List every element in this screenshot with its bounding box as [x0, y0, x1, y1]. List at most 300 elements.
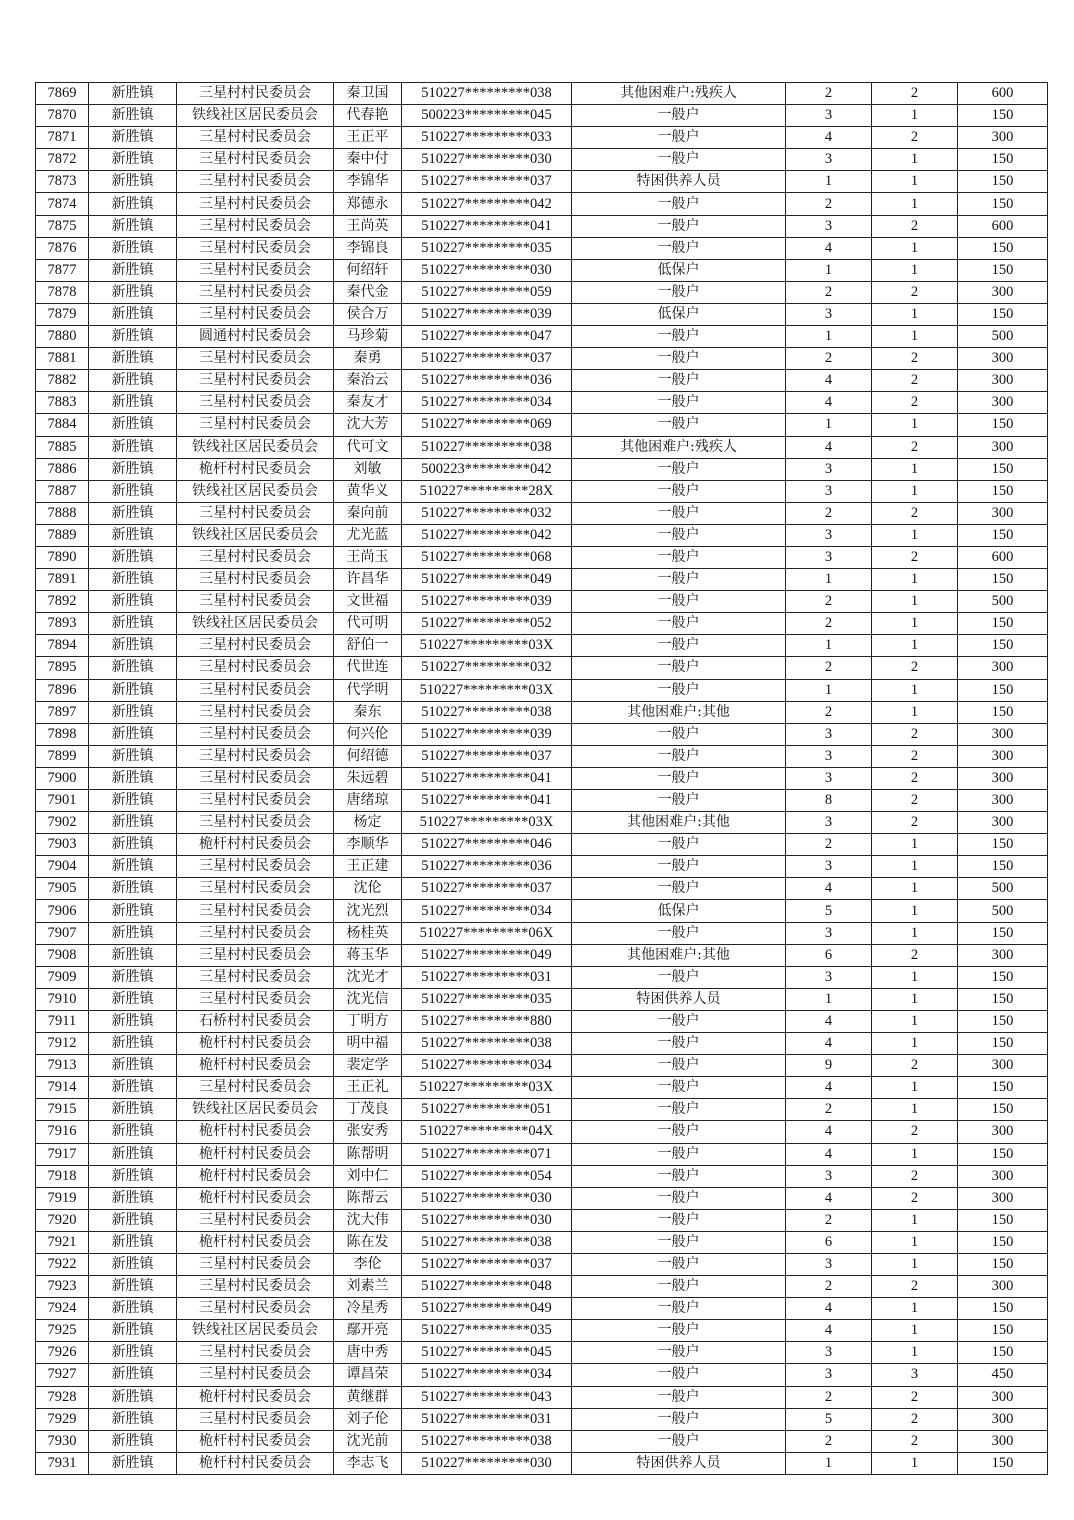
subsidy-amount-cell: 150 — [958, 414, 1048, 436]
serial-number-cell: 7885 — [36, 436, 89, 458]
serial-number-cell: 7876 — [36, 237, 89, 259]
subsidized-persons-cell: 1 — [872, 259, 958, 281]
township-cell: 新胜镇 — [89, 83, 177, 105]
householder-name-cell: 冷星秀 — [334, 1298, 402, 1320]
village-committee-cell: 三星村村民委员会 — [177, 1298, 334, 1320]
household-type-cell: 一般户 — [572, 281, 786, 303]
subsidy-amount-cell: 150 — [958, 966, 1048, 988]
household-size-cell: 2 — [786, 701, 872, 723]
subsidized-persons-cell: 1 — [872, 834, 958, 856]
subsidy-amount-cell: 150 — [958, 237, 1048, 259]
household-size-cell: 3 — [786, 767, 872, 789]
serial-number-cell: 7870 — [36, 105, 89, 127]
table-row — [36, 1430, 1048, 1452]
id-number-cell: 500223*********042 — [402, 458, 572, 480]
id-number-cell: 510227*********071 — [402, 1143, 572, 1165]
village-committee-cell: 三星村村民委员会 — [177, 237, 334, 259]
village-committee-cell: 桅杆村村民委员会 — [177, 1143, 334, 1165]
id-number-cell: 510227*********04X — [402, 1121, 572, 1143]
table-row — [36, 900, 1048, 922]
subsidy-amount-cell: 150 — [958, 1231, 1048, 1253]
subsidized-persons-cell: 2 — [872, 1055, 958, 1077]
village-committee-cell: 三星村村民委员会 — [177, 1209, 334, 1231]
subsidy-amount-cell: 300 — [958, 790, 1048, 812]
village-committee-cell: 三星村村民委员会 — [177, 812, 334, 834]
household-size-cell: 1 — [786, 635, 872, 657]
table-row — [36, 613, 1048, 635]
table-row — [36, 834, 1048, 856]
id-number-cell: 510227*********039 — [402, 723, 572, 745]
household-size-cell: 4 — [786, 1320, 872, 1342]
householder-name-cell: 沈光信 — [334, 988, 402, 1010]
household-type-cell: 一般户 — [572, 326, 786, 348]
table-row — [36, 569, 1048, 591]
serial-number-cell: 7874 — [36, 193, 89, 215]
serial-number-cell: 7881 — [36, 348, 89, 370]
household-type-cell: 一般户 — [572, 834, 786, 856]
household-size-cell: 4 — [786, 1033, 872, 1055]
id-number-cell: 510227*********048 — [402, 1276, 572, 1298]
table-row — [36, 171, 1048, 193]
subsidy-amount-cell: 300 — [958, 1165, 1048, 1187]
subsidized-persons-cell: 2 — [872, 1187, 958, 1209]
household-type-cell: 一般户 — [572, 1276, 786, 1298]
township-cell: 新胜镇 — [89, 812, 177, 834]
township-cell: 新胜镇 — [89, 237, 177, 259]
householder-name-cell: 代世连 — [334, 657, 402, 679]
township-cell: 新胜镇 — [89, 591, 177, 613]
serial-number-cell: 7926 — [36, 1342, 89, 1364]
household-type-cell: 一般户 — [572, 745, 786, 767]
table-row — [36, 1077, 1048, 1099]
household-type-cell: 一般户 — [572, 1408, 786, 1430]
village-committee-cell: 三星村村民委员会 — [177, 591, 334, 613]
table-row — [36, 1165, 1048, 1187]
township-cell: 新胜镇 — [89, 922, 177, 944]
subsidy-amount-cell: 150 — [958, 458, 1048, 480]
table-row — [36, 812, 1048, 834]
subsidy-amount-cell: 150 — [958, 193, 1048, 215]
subsidized-persons-cell: 1 — [872, 878, 958, 900]
subsidy-amount-cell: 150 — [958, 1320, 1048, 1342]
serial-number-cell: 7899 — [36, 745, 89, 767]
id-number-cell: 510227*********880 — [402, 1010, 572, 1032]
village-committee-cell: 桅杆村村民委员会 — [177, 1055, 334, 1077]
subsidized-persons-cell: 1 — [872, 1077, 958, 1099]
village-committee-cell: 三星村村民委员会 — [177, 171, 334, 193]
household-size-cell: 3 — [786, 856, 872, 878]
household-type-cell: 一般户 — [572, 1253, 786, 1275]
village-committee-cell: 三星村村民委员会 — [177, 259, 334, 281]
serial-number-cell: 7877 — [36, 259, 89, 281]
household-type-cell: 一般户 — [572, 1298, 786, 1320]
householder-name-cell: 黄华义 — [334, 480, 402, 502]
household-size-cell: 4 — [786, 392, 872, 414]
household-type-cell: 一般户 — [572, 1430, 786, 1452]
id-number-cell: 510227*********033 — [402, 127, 572, 149]
subsidy-amount-cell: 150 — [958, 1010, 1048, 1032]
subsidized-persons-cell: 1 — [872, 1298, 958, 1320]
table-row — [36, 635, 1048, 657]
subsidized-persons-cell: 1 — [872, 458, 958, 480]
household-type-cell: 一般户 — [572, 370, 786, 392]
householder-name-cell: 李伦 — [334, 1253, 402, 1275]
serial-number-cell: 7928 — [36, 1386, 89, 1408]
id-number-cell: 510227*********049 — [402, 1298, 572, 1320]
serial-number-cell: 7910 — [36, 988, 89, 1010]
householder-name-cell: 秦代金 — [334, 281, 402, 303]
householder-name-cell: 沈光才 — [334, 966, 402, 988]
relief-roster-table — [35, 82, 1048, 1475]
township-cell: 新胜镇 — [89, 303, 177, 325]
table-row — [36, 326, 1048, 348]
household-size-cell: 5 — [786, 1408, 872, 1430]
subsidy-amount-cell: 150 — [958, 1143, 1048, 1165]
household-size-cell: 3 — [786, 303, 872, 325]
table-row — [36, 1143, 1048, 1165]
household-type-cell: 一般户 — [572, 1165, 786, 1187]
serial-number-cell: 7869 — [36, 83, 89, 105]
subsidized-persons-cell: 2 — [872, 745, 958, 767]
household-size-cell: 3 — [786, 105, 872, 127]
id-number-cell: 510227*********036 — [402, 856, 572, 878]
township-cell: 新胜镇 — [89, 635, 177, 657]
subsidy-amount-cell: 150 — [958, 635, 1048, 657]
subsidized-persons-cell: 1 — [872, 149, 958, 171]
table-row — [36, 370, 1048, 392]
household-size-cell: 4 — [786, 878, 872, 900]
subsidy-amount-cell: 150 — [958, 480, 1048, 502]
village-committee-cell: 铁线社区居民委员会 — [177, 524, 334, 546]
id-number-cell: 510227*********034 — [402, 1055, 572, 1077]
household-type-cell: 一般户 — [572, 767, 786, 789]
householder-name-cell: 文世福 — [334, 591, 402, 613]
serial-number-cell: 7894 — [36, 635, 89, 657]
subsidized-persons-cell: 2 — [872, 1276, 958, 1298]
household-type-cell: 特困供养人员 — [572, 1452, 786, 1474]
subsidy-amount-cell: 150 — [958, 1342, 1048, 1364]
subsidy-amount-cell: 500 — [958, 878, 1048, 900]
household-type-cell: 一般户 — [572, 414, 786, 436]
serial-number-cell: 7925 — [36, 1320, 89, 1342]
household-size-cell: 2 — [786, 193, 872, 215]
subsidized-persons-cell: 1 — [872, 1253, 958, 1275]
subsidized-persons-cell: 1 — [872, 856, 958, 878]
subsidy-amount-cell: 300 — [958, 1408, 1048, 1430]
table-row — [36, 657, 1048, 679]
village-committee-cell: 桅杆村村民委员会 — [177, 834, 334, 856]
household-size-cell: 2 — [786, 502, 872, 524]
table-row — [36, 414, 1048, 436]
id-number-cell: 510227*********037 — [402, 878, 572, 900]
village-committee-cell: 三星村村民委员会 — [177, 392, 334, 414]
id-number-cell: 510227*********049 — [402, 944, 572, 966]
serial-number-cell: 7897 — [36, 701, 89, 723]
household-type-cell: 一般户 — [572, 657, 786, 679]
household-size-cell: 3 — [786, 1165, 872, 1187]
subsidy-amount-cell: 300 — [958, 944, 1048, 966]
serial-number-cell: 7900 — [36, 767, 89, 789]
household-type-cell: 其他困难户:残疾人 — [572, 436, 786, 458]
table-row — [36, 1010, 1048, 1032]
household-size-cell: 2 — [786, 1386, 872, 1408]
table-row — [36, 966, 1048, 988]
id-number-cell: 510227*********038 — [402, 436, 572, 458]
household-type-cell: 一般户 — [572, 348, 786, 370]
subsidized-persons-cell: 1 — [872, 480, 958, 502]
table-row — [36, 745, 1048, 767]
serial-number-cell: 7901 — [36, 790, 89, 812]
table-row — [36, 1452, 1048, 1474]
householder-name-cell: 王正礼 — [334, 1077, 402, 1099]
id-number-cell: 510227*********036 — [402, 370, 572, 392]
household-type-cell: 一般户 — [572, 1231, 786, 1253]
householder-name-cell: 李志飞 — [334, 1452, 402, 1474]
householder-name-cell: 王尚英 — [334, 215, 402, 237]
household-type-cell: 一般户 — [572, 790, 786, 812]
serial-number-cell: 7873 — [36, 171, 89, 193]
subsidy-amount-cell: 150 — [958, 1298, 1048, 1320]
household-size-cell: 2 — [786, 348, 872, 370]
table-row — [36, 1231, 1048, 1253]
subsidy-amount-cell: 300 — [958, 502, 1048, 524]
householder-name-cell: 秦中付 — [334, 149, 402, 171]
id-number-cell: 510227*********038 — [402, 1033, 572, 1055]
village-committee-cell: 桅杆村村民委员会 — [177, 1386, 334, 1408]
village-committee-cell: 三星村村民委员会 — [177, 657, 334, 679]
household-type-cell: 一般户 — [572, 480, 786, 502]
id-number-cell: 510227*********030 — [402, 1187, 572, 1209]
subsidized-persons-cell: 1 — [872, 701, 958, 723]
village-committee-cell: 铁线社区居民委员会 — [177, 105, 334, 127]
township-cell: 新胜镇 — [89, 105, 177, 127]
subsidy-amount-cell: 500 — [958, 591, 1048, 613]
id-number-cell: 510227*********038 — [402, 1231, 572, 1253]
householder-name-cell: 李锦良 — [334, 237, 402, 259]
township-cell: 新胜镇 — [89, 944, 177, 966]
village-committee-cell: 铁线社区居民委员会 — [177, 436, 334, 458]
township-cell: 新胜镇 — [89, 458, 177, 480]
householder-name-cell: 王正平 — [334, 127, 402, 149]
id-number-cell: 510227*********06X — [402, 922, 572, 944]
subsidy-amount-cell: 300 — [958, 348, 1048, 370]
household-type-cell: 一般户 — [572, 878, 786, 900]
serial-number-cell: 7913 — [36, 1055, 89, 1077]
township-cell: 新胜镇 — [89, 215, 177, 237]
serial-number-cell: 7902 — [36, 812, 89, 834]
subsidy-amount-cell: 600 — [958, 215, 1048, 237]
subsidized-persons-cell: 2 — [872, 392, 958, 414]
household-size-cell: 6 — [786, 1231, 872, 1253]
household-size-cell: 3 — [786, 458, 872, 480]
subsidy-amount-cell: 600 — [958, 546, 1048, 568]
household-size-cell: 2 — [786, 591, 872, 613]
village-committee-cell: 三星村村民委员会 — [177, 723, 334, 745]
household-size-cell: 3 — [786, 1342, 872, 1364]
subsidy-amount-cell: 150 — [958, 856, 1048, 878]
householder-name-cell: 沈大芳 — [334, 414, 402, 436]
table-row — [36, 856, 1048, 878]
subsidy-amount-cell: 300 — [958, 281, 1048, 303]
table-row — [36, 1033, 1048, 1055]
serial-number-cell: 7884 — [36, 414, 89, 436]
id-number-cell: 510227*********054 — [402, 1165, 572, 1187]
household-size-cell: 5 — [786, 900, 872, 922]
village-committee-cell: 铁线社区居民委员会 — [177, 480, 334, 502]
table-row — [36, 1187, 1048, 1209]
village-committee-cell: 三星村村民委员会 — [177, 635, 334, 657]
village-committee-cell: 三星村村民委员会 — [177, 745, 334, 767]
subsidized-persons-cell: 1 — [872, 1099, 958, 1121]
township-cell: 新胜镇 — [89, 856, 177, 878]
householder-name-cell: 朱远碧 — [334, 767, 402, 789]
id-number-cell: 510227*********041 — [402, 767, 572, 789]
serial-number-cell: 7872 — [36, 149, 89, 171]
householder-name-cell: 裴定学 — [334, 1055, 402, 1077]
subsidized-persons-cell: 2 — [872, 1430, 958, 1452]
householder-name-cell: 丁明方 — [334, 1010, 402, 1032]
township-cell: 新胜镇 — [89, 657, 177, 679]
householder-name-cell: 代学明 — [334, 679, 402, 701]
id-number-cell: 510227*********069 — [402, 414, 572, 436]
subsidy-amount-cell: 150 — [958, 988, 1048, 1010]
township-cell: 新胜镇 — [89, 1165, 177, 1187]
subsidized-persons-cell: 1 — [872, 613, 958, 635]
village-committee-cell: 三星村村民委员会 — [177, 856, 334, 878]
serial-number-cell: 7878 — [36, 281, 89, 303]
village-committee-cell: 铁线社区居民委员会 — [177, 1099, 334, 1121]
township-cell: 新胜镇 — [89, 502, 177, 524]
household-type-cell: 一般户 — [572, 1320, 786, 1342]
household-size-cell: 1 — [786, 326, 872, 348]
subsidized-persons-cell: 2 — [872, 723, 958, 745]
household-type-cell: 一般户 — [572, 1342, 786, 1364]
table-row — [36, 701, 1048, 723]
village-committee-cell: 三星村村民委员会 — [177, 215, 334, 237]
household-type-cell: 一般户 — [572, 1099, 786, 1121]
serial-number-cell: 7875 — [36, 215, 89, 237]
serial-number-cell: 7931 — [36, 1452, 89, 1474]
household-size-cell: 4 — [786, 1143, 872, 1165]
subsidized-persons-cell: 2 — [872, 1386, 958, 1408]
subsidized-persons-cell: 3 — [872, 1364, 958, 1386]
household-size-cell: 2 — [786, 613, 872, 635]
household-type-cell: 一般户 — [572, 1364, 786, 1386]
township-cell: 新胜镇 — [89, 723, 177, 745]
table-row — [36, 458, 1048, 480]
householder-name-cell: 刘中仁 — [334, 1165, 402, 1187]
subsidized-persons-cell: 2 — [872, 546, 958, 568]
household-size-cell: 1 — [786, 1452, 872, 1474]
township-cell: 新胜镇 — [89, 1033, 177, 1055]
township-cell: 新胜镇 — [89, 988, 177, 1010]
id-number-cell: 510227*********046 — [402, 834, 572, 856]
householder-name-cell: 秦卫国 — [334, 83, 402, 105]
subsidized-persons-cell: 1 — [872, 1033, 958, 1055]
householder-name-cell: 王正建 — [334, 856, 402, 878]
table-row — [36, 1364, 1048, 1386]
serial-number-cell: 7882 — [36, 370, 89, 392]
subsidy-amount-cell: 150 — [958, 259, 1048, 281]
serial-number-cell: 7871 — [36, 127, 89, 149]
householder-name-cell: 陈帮云 — [334, 1187, 402, 1209]
id-number-cell: 510227*********034 — [402, 900, 572, 922]
householder-name-cell: 秦东 — [334, 701, 402, 723]
householder-name-cell: 刘素兰 — [334, 1276, 402, 1298]
household-size-cell: 3 — [786, 1253, 872, 1275]
subsidized-persons-cell: 2 — [872, 657, 958, 679]
household-size-cell: 8 — [786, 790, 872, 812]
id-number-cell: 510227*********038 — [402, 1430, 572, 1452]
serial-number-cell: 7906 — [36, 900, 89, 922]
village-committee-cell: 三星村村民委员会 — [177, 348, 334, 370]
household-type-cell: 一般户 — [572, 1209, 786, 1231]
household-size-cell: 3 — [786, 215, 872, 237]
township-cell: 新胜镇 — [89, 281, 177, 303]
subsidy-amount-cell: 150 — [958, 1452, 1048, 1474]
subsidized-persons-cell: 2 — [872, 83, 958, 105]
subsidy-amount-cell: 300 — [958, 812, 1048, 834]
township-cell: 新胜镇 — [89, 524, 177, 546]
subsidized-persons-cell: 1 — [872, 105, 958, 127]
serial-number-cell: 7922 — [36, 1253, 89, 1275]
table-row — [36, 127, 1048, 149]
table-row — [36, 193, 1048, 215]
household-type-cell: 低保户 — [572, 259, 786, 281]
household-type-cell: 一般户 — [572, 237, 786, 259]
household-size-cell: 3 — [786, 745, 872, 767]
subsidy-amount-cell: 300 — [958, 1055, 1048, 1077]
household-type-cell: 一般户 — [572, 215, 786, 237]
township-cell: 新胜镇 — [89, 1121, 177, 1143]
household-size-cell: 2 — [786, 1276, 872, 1298]
householder-name-cell: 马珍菊 — [334, 326, 402, 348]
household-type-cell: 一般户 — [572, 1143, 786, 1165]
village-committee-cell: 三星村村民委员会 — [177, 546, 334, 568]
subsidy-amount-cell: 500 — [958, 900, 1048, 922]
serial-number-cell: 7889 — [36, 524, 89, 546]
township-cell: 新胜镇 — [89, 767, 177, 789]
household-type-cell: 其他困难户:其他 — [572, 701, 786, 723]
id-number-cell: 510227*********068 — [402, 546, 572, 568]
id-number-cell: 500223*********045 — [402, 105, 572, 127]
village-committee-cell: 铁线社区居民委员会 — [177, 613, 334, 635]
household-size-cell: 4 — [786, 436, 872, 458]
township-cell: 新胜镇 — [89, 1055, 177, 1077]
table-row — [36, 922, 1048, 944]
village-committee-cell: 三星村村民委员会 — [177, 127, 334, 149]
subsidy-amount-cell: 450 — [958, 1364, 1048, 1386]
village-committee-cell: 三星村村民委员会 — [177, 303, 334, 325]
subsidized-persons-cell: 2 — [872, 1121, 958, 1143]
subsidy-amount-cell: 150 — [958, 1099, 1048, 1121]
household-size-cell: 2 — [786, 834, 872, 856]
subsidy-amount-cell: 150 — [958, 679, 1048, 701]
village-committee-cell: 三星村村民委员会 — [177, 988, 334, 1010]
householder-name-cell: 丁茂良 — [334, 1099, 402, 1121]
household-type-cell: 一般户 — [572, 105, 786, 127]
serial-number-cell: 7905 — [36, 878, 89, 900]
village-committee-cell: 三星村村民委员会 — [177, 966, 334, 988]
subsidy-amount-cell: 150 — [958, 1033, 1048, 1055]
id-number-cell: 510227*********030 — [402, 259, 572, 281]
household-size-cell: 3 — [786, 524, 872, 546]
serial-number-cell: 7917 — [36, 1143, 89, 1165]
subsidized-persons-cell: 1 — [872, 679, 958, 701]
township-cell: 新胜镇 — [89, 1386, 177, 1408]
table-row — [36, 1342, 1048, 1364]
household-type-cell: 一般户 — [572, 966, 786, 988]
